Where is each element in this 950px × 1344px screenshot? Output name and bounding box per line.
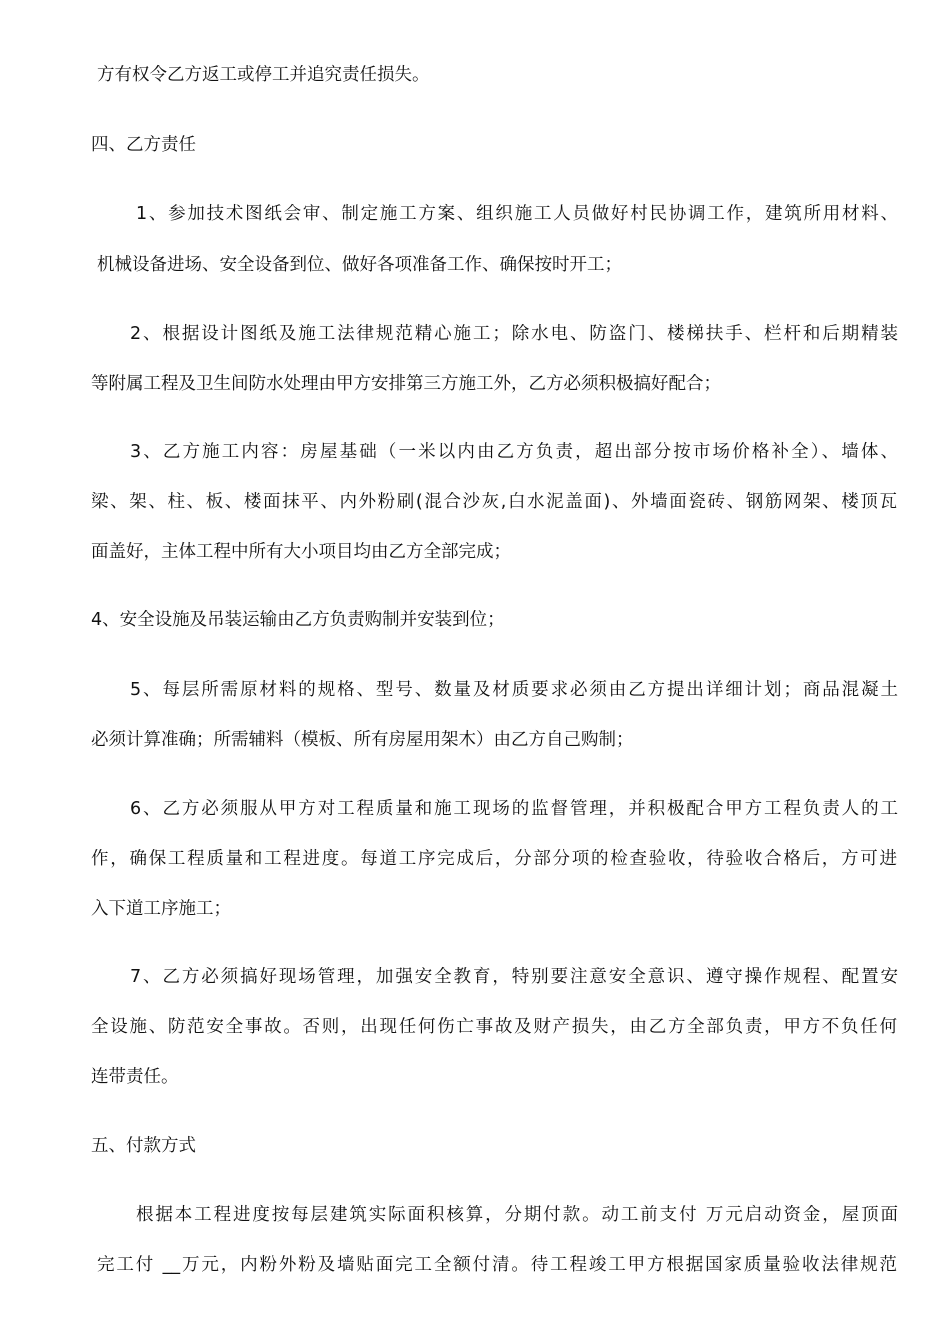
paragraph-line: 等附属工程及卫生间防水处理由甲方安排第三方施工外，乙方必须积极搞好配合； (91, 374, 721, 394)
paragraph-line: 梁、架、柱、板、楼面抹平、内外粉刷(混合沙灰,白水泥盖面)、外墙面瓷砖、钢筋网架、楼顶瓦 (91, 492, 897, 512)
paragraph-line: 7、乙方必须搞好现场管理，加强安全教育，特别要注意安全意识、遵守操作规程、配置安 (130, 967, 898, 987)
section-heading-party-b-duties: 四、乙方责任 (91, 135, 196, 155)
paragraph-line: 6、乙方必须服从甲方对工程质量和施工现场的监督管理，并积极配合甲方工程负责人的工 (130, 799, 898, 819)
paragraph-line: 3、乙方施工内容：房屋基础（一米以内由乙方负责，超出部分按市场价格补全）、墙体、 (130, 442, 898, 462)
section-heading-payment-method: 五、付款方式 (91, 1136, 196, 1156)
paragraph-line: 作，确保工程质量和工程进度。每道工序完成后，分部分项的检查验收，待验收合格后，方可进 (91, 849, 897, 869)
paragraph-line: 5、每层所需原材料的规格、型号、数量及材质要求必须由乙方提出详细计划；商品混凝土 (130, 680, 898, 700)
paragraph-line: 1、参加技术图纸会审、制定施工方案、组织施工人员做好村民协调工作，建筑所用材料、 (136, 204, 898, 224)
paragraph-line: 必须计算准确；所需辅料（模板、所有房屋用架木）由乙方自己购制； (91, 730, 634, 750)
paragraph-line: 全设施、防范安全事故。否则，出现任何伤亡事故及财产损失，由乙方全部负责，甲方不负任何 (91, 1017, 897, 1037)
paragraph-line: 方有权令乙方返工或停工并追究责任损失。 (97, 65, 430, 85)
paragraph-line: 面盖好，主体工程中所有大小项目均由乙方全部完成； (91, 542, 511, 562)
paragraph-line: 入下道工序施工； (91, 899, 231, 919)
paragraph-line: 机械设备进场、安全设备到位、做好各项准备工作、确保按时开工； (97, 255, 622, 275)
paragraph-line: 根据本工程进度按每层建筑实际面积核算，分期付款。动工前支付 万元启动资金，屋顶面 (136, 1205, 898, 1225)
paragraph-line: 2、根据设计图纸及施工法律规范精心施工；除水电、防盗门、楼梯扶手、栏杆和后期精装 (130, 324, 898, 344)
paragraph-line: 完工付 __万元，内粉外粉及墙贴面完工全额付清。待工程竣工甲方根据国家质量验收法律规范 (97, 1255, 897, 1275)
paragraph-line: 4、安全设施及吊装运输由乙方负责购制并安装到位； (91, 610, 505, 630)
paragraph-line: 连带责任。 (91, 1067, 179, 1087)
